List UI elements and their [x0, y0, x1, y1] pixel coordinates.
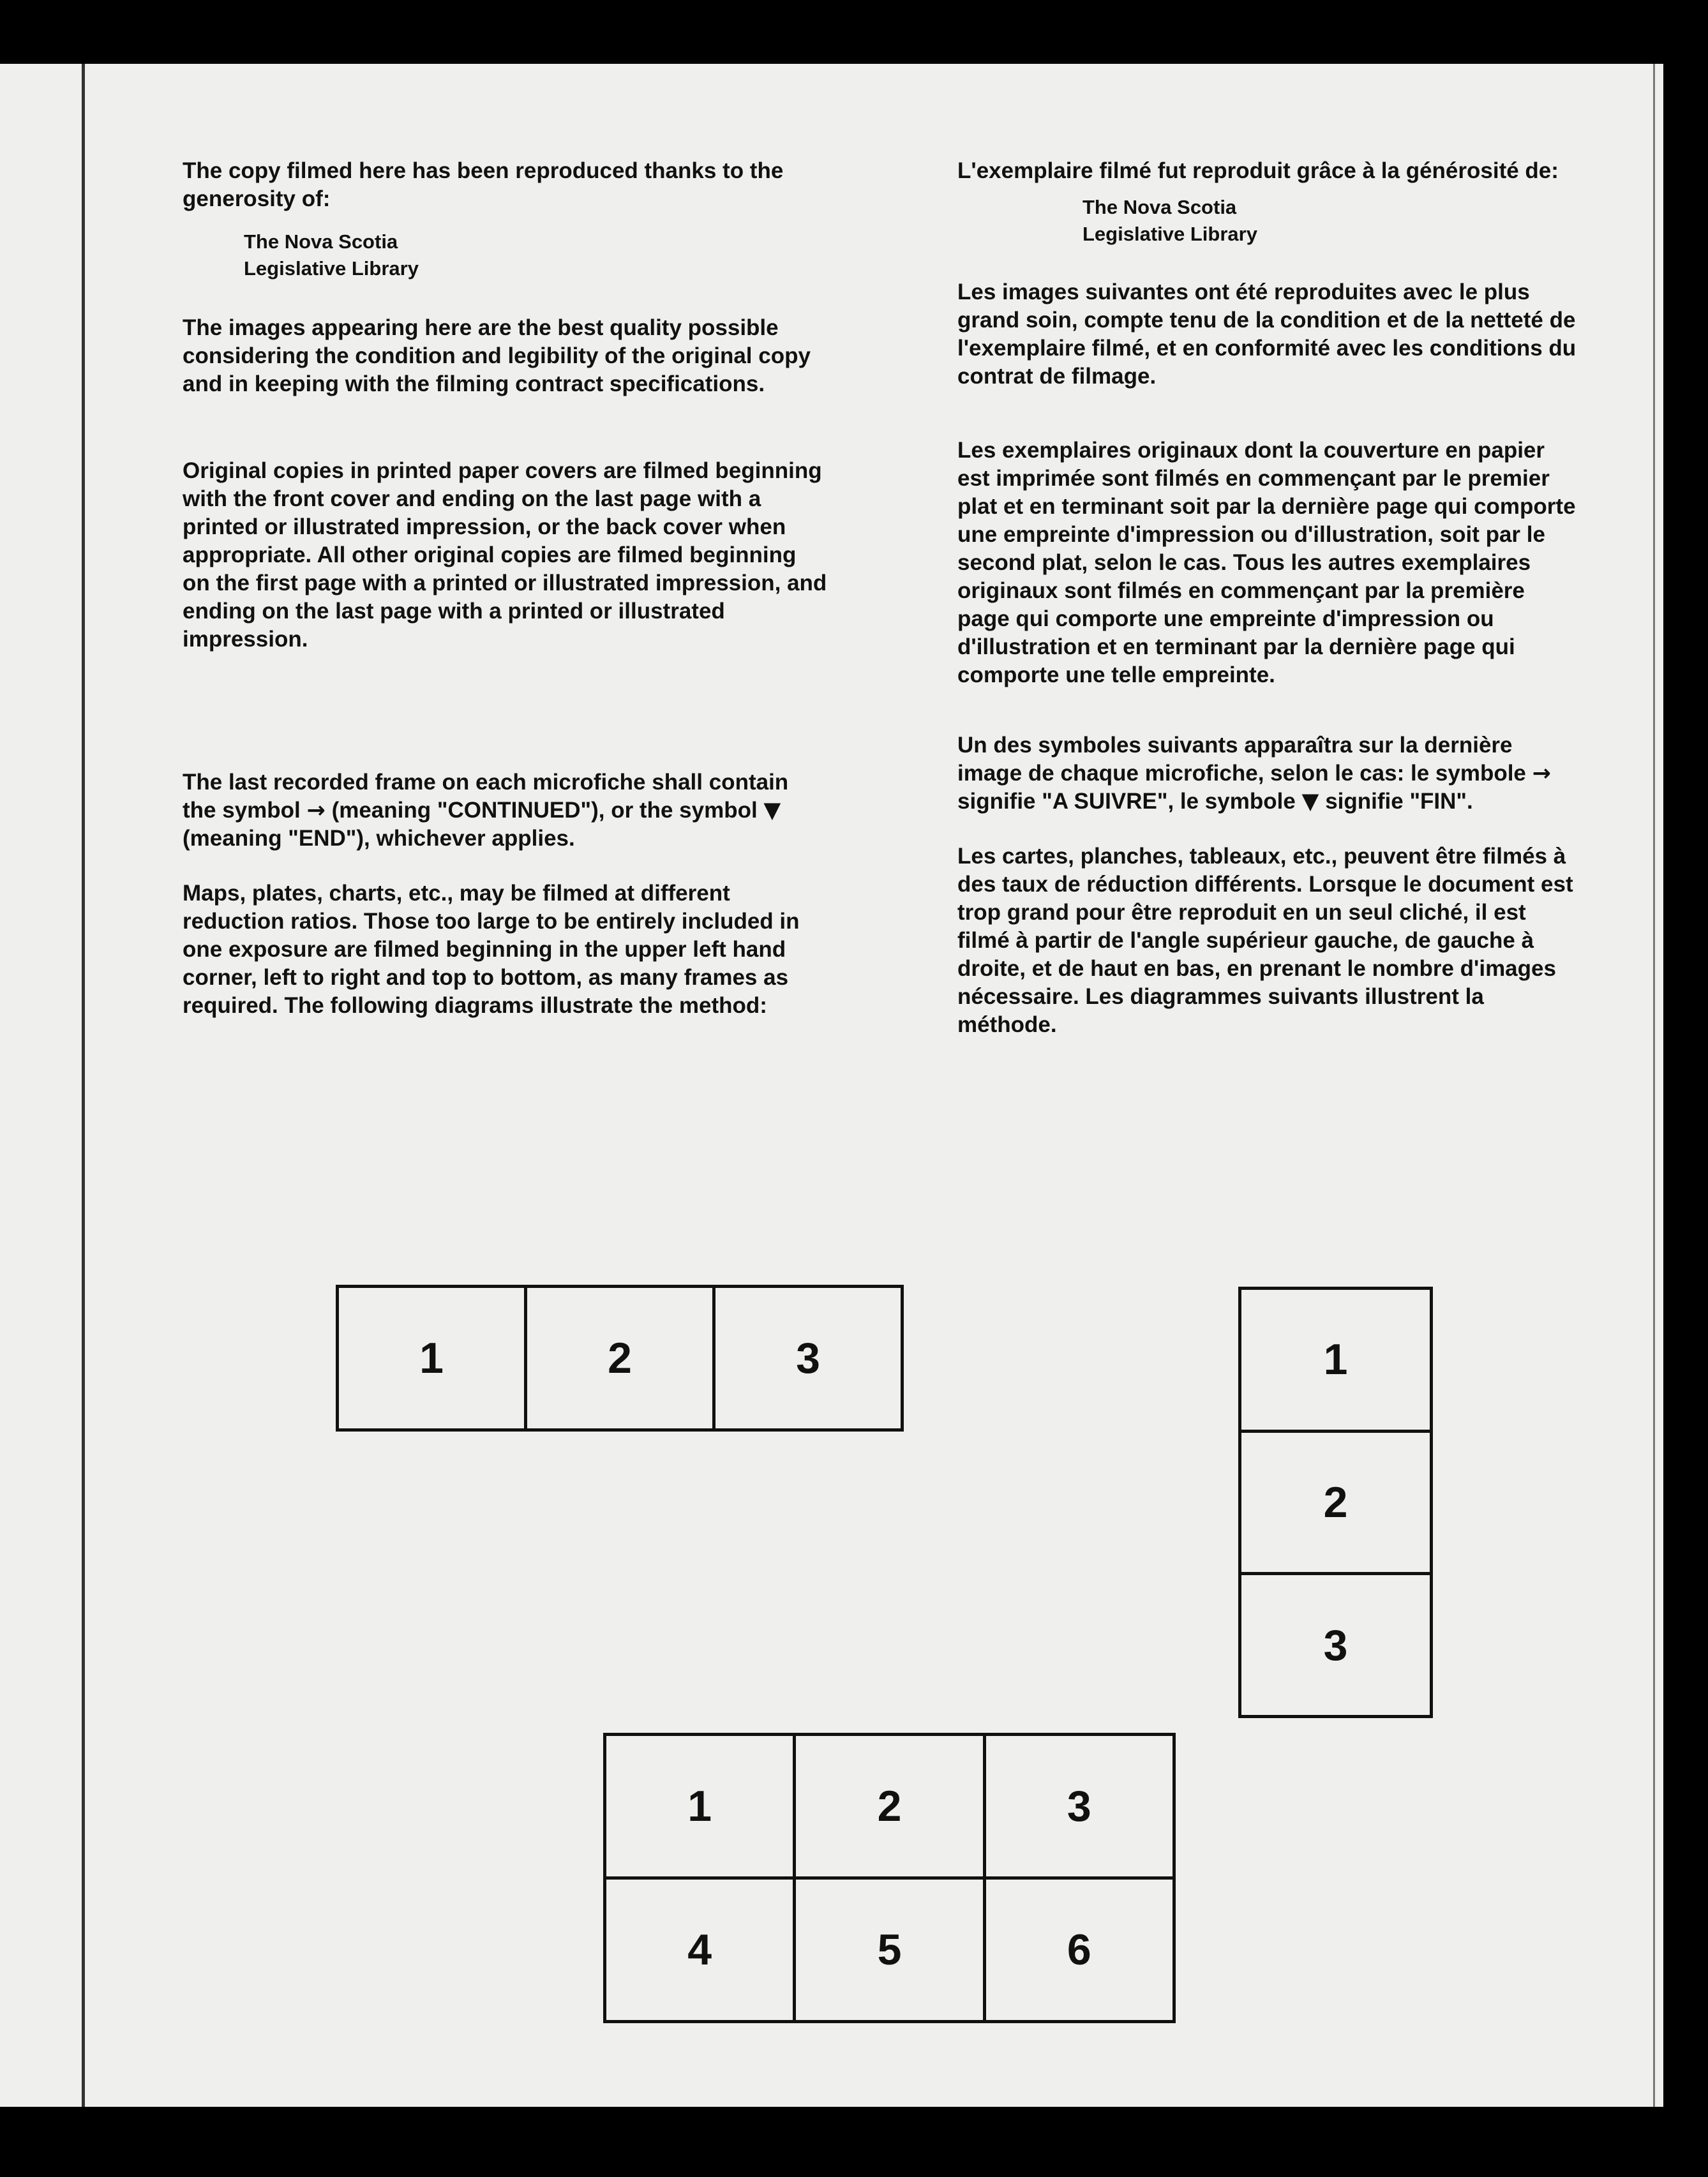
end-triangle-icon: ▼	[1301, 789, 1319, 814]
end-triangle-icon: ▼	[763, 798, 781, 823]
frame-cell: 3	[714, 1287, 903, 1430]
french-institution	[957, 194, 1583, 248]
microfiche-target-page	[0, 64, 1663, 2107]
french-covers: Les exemplaires originaux dont la couverture en papier est imprimée sont filmés en commençant par le premier plat et en terminant soit par la dernière page qui comporte une empreinte d'impression ou d'illustration, soit par le second plat, selon le cas. Tous les autres exemplaires originaux sont filmés en commençant par la première page qui comporte une empreinte d'impression ou d'illustration et en terminant par la dernière page qui comporte une telle empreinte.	[957, 438, 1576, 687]
frame-cell: 2	[1240, 1431, 1432, 1574]
french-quality: Les images suivantes ont été reproduites avec le plus grand soin, compte tenu de la condition et de la netteté de l'exemplaire filmé, et en conformité avec les conditions du contrat de filmage.	[957, 280, 1577, 389]
english-institution	[183, 228, 827, 282]
french-thanks: L'exemplaire filmé fut reproduit grâce à la générosité de:	[957, 158, 1559, 183]
frame-cell: 3	[1240, 1574, 1432, 1717]
frame-cell: 6	[984, 1878, 1174, 2022]
french-institution-line2: Legislative Library	[1082, 223, 1257, 245]
frame-cell: 1	[605, 1735, 795, 1878]
left-margin-rule	[82, 64, 85, 2107]
continued-arrow-icon: →	[306, 798, 326, 823]
frame-cell: 3	[984, 1735, 1174, 1878]
english-quality: The images appearing here are the best quality possible considering the condition and legibility of the original copy and in keeping with the filming contract specifications.	[183, 315, 811, 396]
frame-cell: 5	[795, 1878, 984, 2022]
continued-arrow-icon: →	[1532, 761, 1551, 786]
frame-cell: 1	[1240, 1289, 1432, 1432]
english-institution-line2: Legislative Library	[244, 257, 419, 280]
french-symbol-text-1: Un des symboles suivants apparaîtra sur la dernière image de chaque microfiche, selon le cas: le symbole	[957, 733, 1526, 786]
english-institution-line1: The Nova Scotia	[244, 230, 398, 253]
english-symbol-text-2: (meaning "CONTINUED"), or the symbol	[331, 798, 758, 823]
frame-cell: 2	[795, 1735, 984, 1878]
english-symbol-text-1: The last recorded frame on each microfiche shall contain the symbol	[183, 770, 789, 823]
english-covers: Original copies in printed paper covers are filmed beginning with the front cover and ending on the last page with a printed or illustrated impression, or the back cover when appropriate. All other original copies are filmed beginning on the first page with a printed or illustrated impression, and ending on the last page with a printed or illustrated impression.	[183, 458, 827, 652]
french-symbols	[957, 731, 1583, 816]
horizontal-frames-diagram	[336, 1285, 904, 1432]
english-thanks: The copy filmed here has been reproduced thanks to the generosity of:	[183, 158, 784, 211]
french-symbol-text-2: signifie "A SUIVRE", le symbole	[957, 789, 1296, 814]
grid-frames-diagram	[603, 1733, 1176, 2023]
english-symbol-text-3: (meaning "END"), whichever applies.	[183, 826, 575, 851]
french-institution-line1: The Nova Scotia	[1082, 196, 1237, 218]
vertical-frames-diagram	[1238, 1287, 1433, 1718]
frame-cell: 2	[526, 1287, 714, 1430]
english-symbols	[183, 768, 827, 853]
english-maps: Maps, plates, charts, etc., may be filmed at different reduction ratios. Those too large to be entirely included in one exposure are filmed beginning in the upper left hand corner, left to right and top to bottom, as many frames as required. The following diagrams illustrate the method:	[183, 881, 800, 1018]
frame-cell: 4	[605, 1878, 795, 2022]
french-symbol-text-3: signifie "FIN".	[1325, 789, 1473, 814]
english-column	[183, 157, 827, 1020]
french-column	[957, 157, 1583, 1039]
frame-cell: 1	[338, 1287, 526, 1430]
french-maps: Les cartes, planches, tableaux, etc., peuvent être filmés à des taux de réduction différents. Lorsque le document est trop grand pour être reproduit en un seul cliché, il est filmé à partir de l'angle supérieur gauche, de gauche à droite, et de haut en bas, en prenant le nombre d'images nécessaire. Les diagrammes suivants illustrent la méthode.	[957, 844, 1573, 1037]
right-margin-rule	[1653, 64, 1655, 2107]
